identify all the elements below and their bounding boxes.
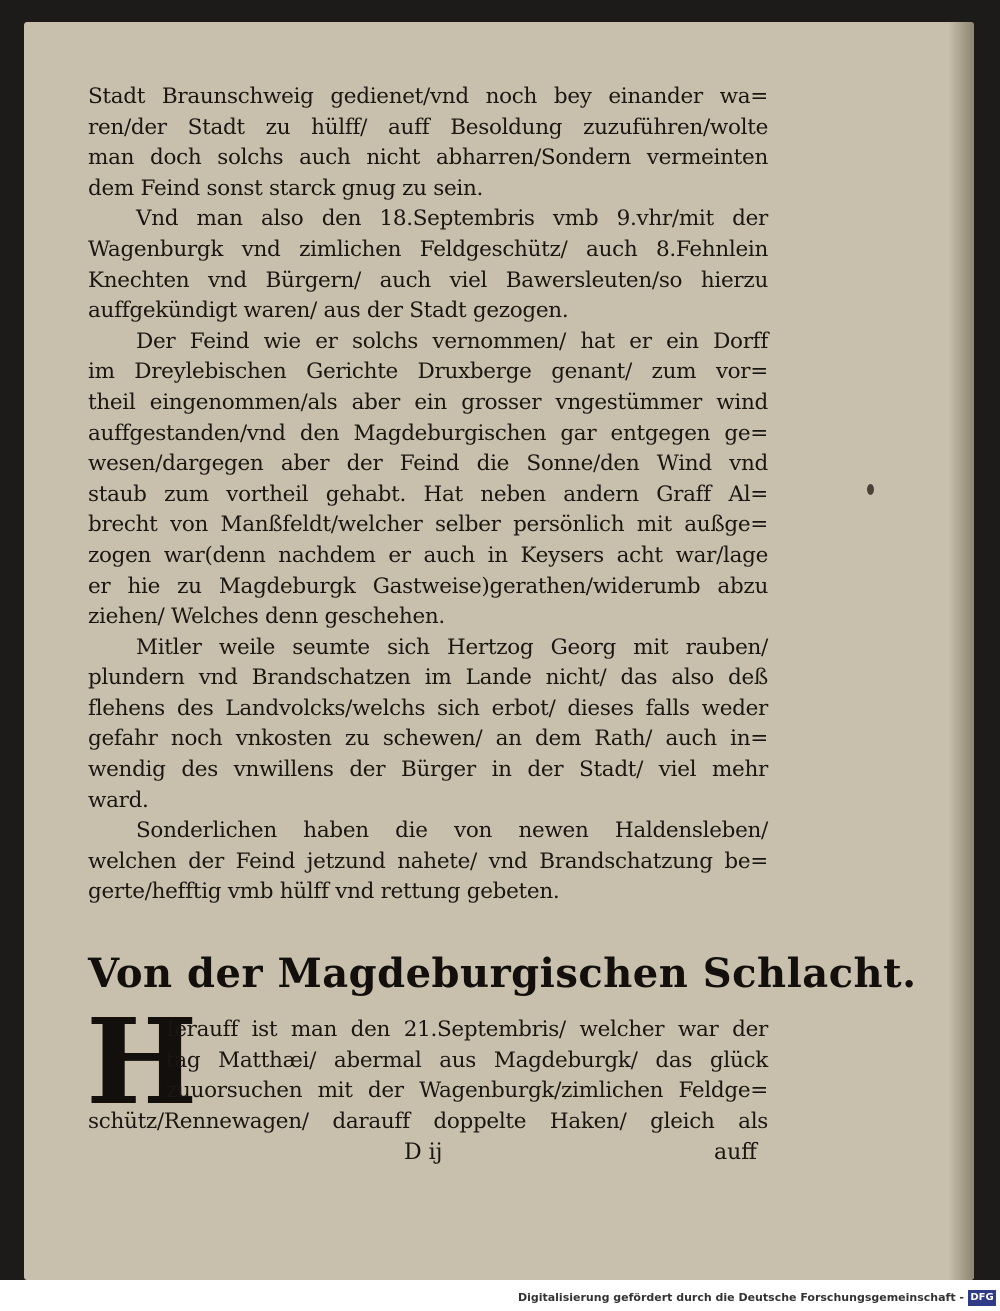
paragraph-2: [88, 204, 768, 326]
body-text: [88, 82, 768, 908]
text-line: ziehen/ Welches denn geschehen.: [88, 604, 445, 630]
footer-bar: [0, 1280, 1000, 1311]
text-line: brecht von Manßfeldt/welcher selber persönlich mit außge=: [88, 512, 768, 538]
text-line: ren/der Stadt zu hülff/ auff Besoldung zuzuführen/wolte: [88, 114, 768, 140]
paragraph-1: [88, 82, 768, 204]
text-line: im Dreylebischen Gerichte Druxberge genant/ zum vor=: [88, 359, 768, 385]
text-line: tag Matthæi/ abermal aus Magdeburgk/ das glück: [166, 1047, 768, 1073]
text-line: welchen der Feind jetzund nahete/ vnd Brandschatzung be=: [88, 848, 768, 874]
paragraph-4: [88, 633, 768, 817]
text-line: theil eingenommen/als aber ein grosser vngestümmer wind: [88, 389, 768, 415]
text-line: Der Feind wie er solchs vernommen/ hat er ein Dorff: [136, 328, 768, 354]
paragraph-5: [88, 816, 768, 908]
text-line: man doch solchs auch nicht abharren/Sondern vermeinten: [88, 145, 768, 171]
paragraph-3: [88, 327, 768, 633]
text-line: auffgekündigt waren/ aus der Stadt gezogen.: [88, 298, 569, 324]
text-line: plundern vnd Brandschatzen im Lande nicht/ das also deß: [88, 665, 768, 691]
text-line: er hie zu Magdeburgk Gastweise)gerathen/widerumb abzu: [88, 573, 768, 599]
text-line: gerte/hefftig vmb hülff vnd rettung gebeten.: [88, 879, 560, 905]
text-line: Ierauff ist man den 21.Septembris/ welcher war der: [166, 1017, 768, 1042]
text-line: wesen/dargegen aber der Feind die Sonne/den Wind vnd: [88, 451, 768, 477]
text-line: Knechten vnd Bürgern/ auch viel Bawersleuten/so hierzu: [88, 267, 768, 293]
text-line: Sonderlichen haben die von newen Haldensleben/: [136, 818, 768, 844]
text-line: gefahr noch vnkosten zu schewen/ an dem Rath/ auch in=: [88, 726, 768, 752]
text-line: Vnd man also den 18.Septembris vmb 9.vhr/mit der: [136, 206, 768, 232]
section-heading: Von der Magdeburgischen Schlacht.: [88, 950, 917, 997]
paragraph-6: [88, 1015, 768, 1137]
text-line: staub zum vortheil gehabt. Hat neben andern Graff Al=: [88, 481, 768, 507]
text-line: Stadt Braunschweig gedienet/vnd noch bey einander wa=: [88, 84, 768, 109]
text-line: dem Feind sonst starck gnug zu sein.: [88, 175, 484, 201]
catchword: auff: [714, 1140, 757, 1165]
text-line: wendig des vnwillens der Bürger in der Stadt/ viel mehr: [88, 757, 768, 783]
dfg-logo-icon: DFG: [968, 1290, 996, 1306]
text-line: Wagenburgk vnd zimlichen Feldgeschütz/ auch 8.Fehnlein: [88, 236, 768, 262]
funding-note: Digitalisierung gefördert durch die Deutsche Forschungsgemeinschaft -: [517, 1291, 964, 1304]
page-edge-shadow: [948, 22, 974, 1280]
book-page: [24, 22, 974, 1280]
text-line: flehens des Landvolcks/welchs sich erbot/ dieses falls weder: [88, 695, 768, 721]
text-line: zogen war(denn nachdem er auch in Keysers acht war/lage: [88, 542, 768, 568]
text-line: zuuorsuchen mit der Wagenburgk/zimlichen Feldge=: [166, 1078, 768, 1104]
text-line: Mitler weile seumte sich Hertzog Georg mit rauben/: [136, 634, 768, 660]
text-line: schütz/Rennewagen/ darauff doppelte Haken/ gleich als: [88, 1108, 768, 1134]
decorated-initial: H: [86, 992, 198, 1131]
text-line: ward.: [88, 787, 149, 813]
text-line: auffgestanden/vnd den Magdeburgischen gar entgegen ge=: [88, 420, 768, 446]
ink-speck: [867, 484, 874, 495]
signature-mark: D ij: [404, 1140, 443, 1165]
